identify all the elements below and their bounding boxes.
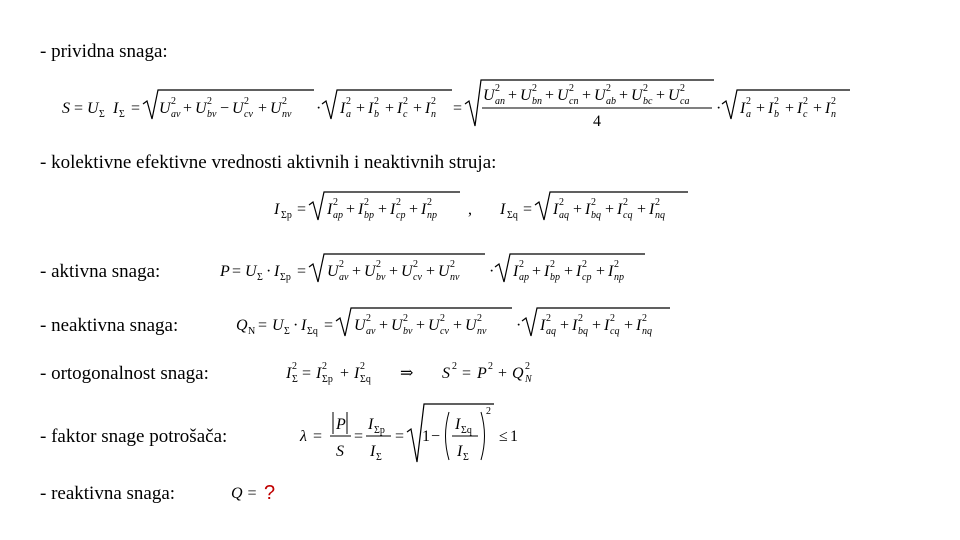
svg-text:+: + <box>498 365 508 382</box>
svg-text:I: I <box>636 317 642 334</box>
svg-text:cq: cq <box>623 210 633 221</box>
svg-text:bv: bv <box>207 109 217 120</box>
svg-text:U: U <box>354 317 366 334</box>
svg-text:cn: cn <box>569 96 579 107</box>
svg-text:+: + <box>379 317 389 334</box>
svg-text:+: + <box>785 100 795 117</box>
svg-text:I: I <box>825 100 831 117</box>
reactive-power-unknown: ? <box>264 482 276 504</box>
svg-text:U: U <box>327 263 339 280</box>
svg-text:2: 2 <box>643 83 648 94</box>
svg-text:2: 2 <box>292 361 297 372</box>
svg-text:Σ: Σ <box>257 272 263 283</box>
svg-text:=: = <box>313 428 323 445</box>
svg-text:2: 2 <box>525 361 530 372</box>
svg-text:Σ: Σ <box>284 326 290 337</box>
svg-text:I: I <box>455 416 461 433</box>
svg-text:c: c <box>403 109 408 120</box>
svg-text:cv: cv <box>440 326 449 337</box>
svg-text:+: + <box>183 100 193 117</box>
svg-text:an: an <box>495 96 505 107</box>
svg-text:I: I <box>397 100 403 117</box>
svg-text:Σq: Σq <box>307 326 318 337</box>
svg-text:N: N <box>525 374 532 385</box>
svg-text:+: + <box>545 87 555 104</box>
svg-text:+: + <box>346 201 356 218</box>
svg-text:1: 1 <box>422 428 430 445</box>
svg-text:Σq: Σq <box>360 374 371 385</box>
svg-text:+: + <box>596 263 606 280</box>
svg-text:2: 2 <box>403 313 408 324</box>
svg-text:2: 2 <box>403 96 408 107</box>
svg-text:Σ: Σ <box>463 452 469 463</box>
svg-text:nq: nq <box>655 210 665 221</box>
label-active-power: - aktivna snaga: <box>40 261 161 282</box>
svg-text:nv: nv <box>282 109 292 120</box>
svg-text:a: a <box>746 109 751 120</box>
svg-text:bq: bq <box>578 326 588 337</box>
svg-text:+: + <box>637 201 647 218</box>
svg-text:2: 2 <box>413 259 418 270</box>
svg-text:2: 2 <box>582 259 587 270</box>
svg-text:2: 2 <box>519 259 524 270</box>
svg-text:bp: bp <box>364 210 374 221</box>
svg-text:I: I <box>457 443 463 460</box>
svg-text:I: I <box>608 263 614 280</box>
svg-text:U: U <box>364 263 376 280</box>
svg-text:2: 2 <box>495 83 500 94</box>
svg-text:I: I <box>327 201 333 218</box>
svg-text:·: · <box>293 317 299 334</box>
svg-text:+: + <box>416 317 426 334</box>
svg-text:I: I <box>572 317 578 334</box>
svg-text:2: 2 <box>396 197 401 208</box>
svg-text:U: U <box>520 87 532 104</box>
svg-text:U: U <box>438 263 450 280</box>
svg-text:≤: ≤ <box>499 428 508 445</box>
svg-text:P: P <box>220 263 230 280</box>
svg-text:bq: bq <box>591 210 601 221</box>
svg-text:Σq: Σq <box>507 210 518 221</box>
svg-text:c: c <box>803 109 808 120</box>
svg-text:2: 2 <box>569 83 574 94</box>
svg-text:=: = <box>453 100 463 117</box>
svg-text:2: 2 <box>614 259 619 270</box>
label-power-factor: - faktor snage potrošača: <box>40 426 228 447</box>
svg-text:I: I <box>316 365 322 382</box>
svg-text:2: 2 <box>550 259 555 270</box>
svg-text:U: U <box>594 87 606 104</box>
svg-text:I: I <box>768 100 774 117</box>
svg-text:I: I <box>113 100 119 117</box>
svg-text:nv: nv <box>477 326 487 337</box>
svg-text:=: = <box>297 263 307 280</box>
svg-text:I: I <box>354 365 360 382</box>
svg-text:+: + <box>413 100 423 117</box>
svg-text:bv: bv <box>403 326 413 337</box>
svg-text:I: I <box>617 201 623 218</box>
svg-text:U: U <box>465 317 477 334</box>
reactive-power-lhs: Q = <box>231 485 258 502</box>
svg-text:bc: bc <box>643 96 653 107</box>
svg-text:U: U <box>631 87 643 104</box>
svg-text:+: + <box>619 87 629 104</box>
svg-text:Σ: Σ <box>119 109 125 120</box>
svg-text:I: I <box>358 201 364 218</box>
svg-text:2: 2 <box>546 313 551 324</box>
svg-text:U: U <box>557 87 569 104</box>
svg-text:·: · <box>716 100 722 117</box>
svg-text:2: 2 <box>360 361 365 372</box>
svg-text:av: av <box>366 326 376 337</box>
svg-text:I: I <box>425 100 431 117</box>
svg-text:I: I <box>576 263 582 280</box>
svg-text:2: 2 <box>606 83 611 94</box>
svg-text:=: = <box>302 365 312 382</box>
svg-text:2: 2 <box>322 361 327 372</box>
svg-text:+: + <box>592 317 602 334</box>
svg-text:2: 2 <box>578 313 583 324</box>
svg-text:Σ: Σ <box>99 109 105 120</box>
svg-text:n: n <box>431 109 436 120</box>
svg-text:2: 2 <box>450 259 455 270</box>
svg-text:2: 2 <box>591 197 596 208</box>
svg-text:a: a <box>346 109 351 120</box>
svg-text:·: · <box>266 263 272 280</box>
svg-text:2: 2 <box>655 197 660 208</box>
svg-text:I: I <box>500 201 506 218</box>
svg-text:2: 2 <box>477 313 482 324</box>
svg-text:+: + <box>813 100 823 117</box>
svg-text:+: + <box>385 100 395 117</box>
svg-text:cq: cq <box>610 326 620 337</box>
svg-text:+: + <box>508 87 518 104</box>
svg-text:P: P <box>477 365 487 382</box>
svg-text:+: + <box>340 365 350 382</box>
svg-text:λ: λ <box>300 428 307 445</box>
svg-text:I: I <box>544 263 550 280</box>
svg-text:Σp: Σp <box>280 272 291 283</box>
svg-text:I: I <box>513 263 519 280</box>
svg-text:2: 2 <box>680 83 685 94</box>
svg-text:2: 2 <box>244 96 249 107</box>
svg-text:b: b <box>774 109 779 120</box>
svg-text:2: 2 <box>333 197 338 208</box>
svg-text:+: + <box>389 263 399 280</box>
svg-text:2: 2 <box>440 313 445 324</box>
svg-text:+: + <box>426 263 436 280</box>
svg-text:=: = <box>232 263 242 280</box>
svg-text:I: I <box>301 317 307 334</box>
svg-text:bp: bp <box>550 272 560 283</box>
svg-text:P: P <box>336 416 346 433</box>
svg-text:2: 2 <box>831 96 836 107</box>
svg-text:2: 2 <box>746 96 751 107</box>
svg-text:Σp: Σp <box>322 374 333 385</box>
svg-text:+: + <box>453 317 463 334</box>
svg-text:,: , <box>468 201 472 218</box>
svg-text:cp: cp <box>582 272 592 283</box>
svg-text:nq: nq <box>642 326 652 337</box>
svg-text:2: 2 <box>431 96 436 107</box>
svg-text:2: 2 <box>346 96 351 107</box>
svg-text:−: − <box>220 100 230 117</box>
svg-text:I: I <box>274 201 280 218</box>
svg-text:+: + <box>624 317 634 334</box>
svg-text:2: 2 <box>207 96 212 107</box>
svg-text:=: = <box>74 100 84 117</box>
svg-text:S: S <box>62 100 70 117</box>
svg-text:I: I <box>274 263 280 280</box>
svg-text:2: 2 <box>774 96 779 107</box>
svg-text:I: I <box>540 317 546 334</box>
svg-text:=: = <box>131 100 141 117</box>
svg-text:2: 2 <box>171 96 176 107</box>
svg-text:S: S <box>442 365 450 382</box>
svg-text:2: 2 <box>642 313 647 324</box>
svg-text:2: 2 <box>339 259 344 270</box>
svg-text:U: U <box>428 317 440 334</box>
svg-text:−: − <box>431 428 441 445</box>
svg-text:np: np <box>614 272 624 283</box>
svg-text:2: 2 <box>486 406 491 417</box>
svg-text:U: U <box>668 87 680 104</box>
label-nonactive-power: - neaktivna snaga: <box>40 315 179 336</box>
svg-text:Σp: Σp <box>281 210 292 221</box>
svg-text:+: + <box>605 201 615 218</box>
svg-text:ab: ab <box>606 96 616 107</box>
svg-text:+: + <box>573 201 583 218</box>
svg-text:=: = <box>258 317 268 334</box>
svg-text:aq: aq <box>559 210 569 221</box>
svg-text:+: + <box>378 201 388 218</box>
svg-text:2: 2 <box>532 83 537 94</box>
svg-text:+: + <box>409 201 419 218</box>
svg-text:I: I <box>286 365 292 382</box>
svg-text:+: + <box>532 263 542 280</box>
svg-text:I: I <box>368 100 374 117</box>
label-reactive-power: - reaktivna snaga: <box>40 483 176 504</box>
svg-text:U: U <box>270 100 282 117</box>
svg-text:·: · <box>489 263 495 280</box>
svg-text:2: 2 <box>374 96 379 107</box>
svg-text:av: av <box>171 109 181 120</box>
svg-text:2: 2 <box>488 361 493 372</box>
svg-text:cv: cv <box>413 272 422 283</box>
svg-text:N: N <box>248 326 256 337</box>
svg-text:2: 2 <box>803 96 808 107</box>
svg-text:n: n <box>831 109 836 120</box>
svg-text:U: U <box>272 317 284 334</box>
svg-text:bn: bn <box>532 96 542 107</box>
svg-text:=: = <box>354 428 364 445</box>
label-orthogonality: - ortogonalnost snaga: <box>40 363 209 384</box>
svg-text:U: U <box>195 100 207 117</box>
svg-text:+: + <box>352 263 362 280</box>
svg-text:·: · <box>516 317 522 334</box>
svg-text:I: I <box>604 317 610 334</box>
svg-text:2: 2 <box>366 313 371 324</box>
svg-text:Σp: Σp <box>374 425 385 436</box>
svg-text:U: U <box>401 263 413 280</box>
svg-text:+: + <box>582 87 592 104</box>
svg-text:+: + <box>564 263 574 280</box>
svg-text:cv: cv <box>244 109 253 120</box>
svg-text:I: I <box>740 100 746 117</box>
svg-text:S: S <box>336 443 344 460</box>
label-apparent-power: - prividna snaga: <box>40 41 168 62</box>
svg-text:Q: Q <box>512 365 524 382</box>
svg-text:cp: cp <box>396 210 406 221</box>
svg-text:Σ: Σ <box>376 452 382 463</box>
svg-text:I: I <box>649 201 655 218</box>
svg-text:aq: aq <box>546 326 556 337</box>
svg-text:b: b <box>374 109 379 120</box>
svg-text:=: = <box>462 365 472 382</box>
implies-arrow-icon: ⇒ <box>400 365 414 382</box>
svg-text:np: np <box>427 210 437 221</box>
svg-text:2: 2 <box>559 197 564 208</box>
svg-text:+: + <box>656 87 666 104</box>
svg-text:+: + <box>258 100 268 117</box>
svg-text:2: 2 <box>282 96 287 107</box>
svg-text:=: = <box>297 201 307 218</box>
svg-text:2: 2 <box>610 313 615 324</box>
svg-text:1: 1 <box>510 428 518 445</box>
svg-text:2: 2 <box>364 197 369 208</box>
svg-text:U: U <box>232 100 244 117</box>
svg-text:I: I <box>797 100 803 117</box>
svg-text:I: I <box>553 201 559 218</box>
svg-text:2: 2 <box>452 361 457 372</box>
svg-text:2: 2 <box>427 197 432 208</box>
svg-text:+: + <box>560 317 570 334</box>
svg-text:I: I <box>368 416 374 433</box>
svg-text:Q: Q <box>236 317 248 334</box>
svg-text:U: U <box>245 263 257 280</box>
svg-text:U: U <box>159 100 171 117</box>
svg-text:U: U <box>87 100 99 117</box>
svg-text:I: I <box>585 201 591 218</box>
svg-text:I: I <box>370 443 376 460</box>
svg-text:Σ: Σ <box>292 374 298 385</box>
svg-text:=: = <box>324 317 334 334</box>
svg-text:I: I <box>390 201 396 218</box>
svg-text:ap: ap <box>333 210 343 221</box>
svg-text:bv: bv <box>376 272 386 283</box>
svg-text:=: = <box>395 428 405 445</box>
svg-text:ap: ap <box>519 272 529 283</box>
svg-text:U: U <box>391 317 403 334</box>
svg-text:2: 2 <box>623 197 628 208</box>
svg-text:+: + <box>356 100 366 117</box>
apparent-power-divisor: 4 <box>593 113 601 130</box>
svg-text:=: = <box>523 201 533 218</box>
svg-text:Σq: Σq <box>461 425 472 436</box>
svg-text:+: + <box>756 100 766 117</box>
svg-text:ca: ca <box>680 96 690 107</box>
label-collective-currents: - kolektivne efektivne vrednosti aktivnih i neaktivnih struja: <box>40 152 497 173</box>
svg-text:·: · <box>316 100 322 117</box>
svg-text:U: U <box>483 87 495 104</box>
svg-text:2: 2 <box>376 259 381 270</box>
svg-text:nv: nv <box>450 272 460 283</box>
svg-text:I: I <box>340 100 346 117</box>
svg-text:av: av <box>339 272 349 283</box>
svg-text:I: I <box>421 201 427 218</box>
